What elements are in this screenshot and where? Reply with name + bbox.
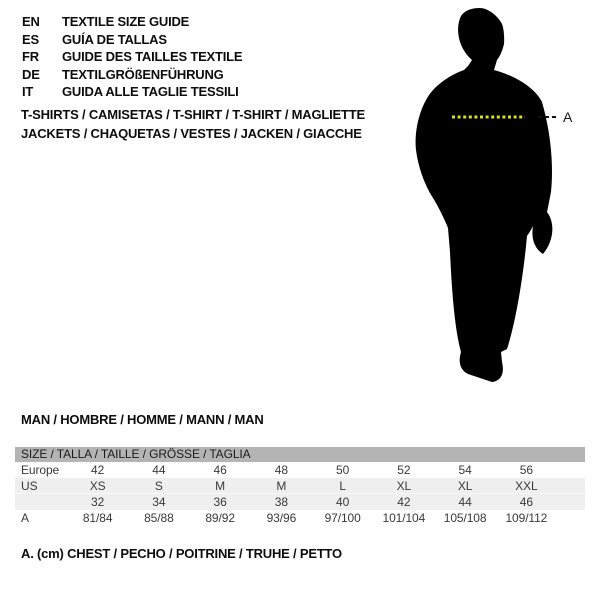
category-line-tshirts: T-SHIRTS / CAMISETAS / T-SHIRT / T-SHIRT / MAGLIETTE <box>21 107 365 122</box>
size-value-cell: 101/104 <box>382 511 426 525</box>
size-value-cell: 52 <box>397 463 411 477</box>
row-label: A <box>21 511 29 525</box>
guide-title: GUIDE DES TAILLES TEXTILE <box>62 49 243 64</box>
lang-code: IT <box>22 84 34 99</box>
man-silhouette-icon <box>412 6 582 394</box>
section-label-man: MAN / HOMBRE / HOMME / MANN / MAN <box>21 412 264 427</box>
row-values <box>67 494 585 510</box>
lang-code: FR <box>22 49 39 64</box>
size-value-cell: S <box>154 479 163 493</box>
size-value-cell: XL <box>457 479 473 493</box>
size-table <box>15 447 585 526</box>
row-values <box>67 462 585 478</box>
size-value-cell: XL <box>396 479 412 493</box>
size-value-cell: 56 <box>519 463 533 477</box>
table-row <box>15 478 585 494</box>
guide-title: GUÍA DE TALLAS <box>62 31 167 47</box>
size-value-cell: 46 <box>213 463 227 477</box>
guide-title: GUIDA ALLE TAGLIE TESSILI <box>62 84 239 99</box>
size-value-cell: 36 <box>213 495 227 509</box>
row-label <box>15 494 67 510</box>
size-value-cell: 32 <box>91 495 105 509</box>
size-value-cell: 42 <box>91 463 105 477</box>
lang-code: DE <box>22 66 40 82</box>
size-value-cell: 38 <box>274 495 288 509</box>
size-value-cell: 89/92 <box>205 511 235 525</box>
size-value-cell: XS <box>89 479 106 493</box>
row-label: US <box>21 479 38 493</box>
size-value-cell: M <box>276 479 287 493</box>
size-value-cell: 93/96 <box>266 511 297 525</box>
chest-footnote: A. (cm) CHEST / PECHO / POITRINE / TRUHE / PETTO <box>21 546 342 561</box>
size-value-cell: 34 <box>152 495 166 509</box>
row-label: Europe <box>21 463 60 477</box>
size-value-cell: 109/112 <box>505 511 548 525</box>
man-silhouette-figure <box>412 6 582 396</box>
size-table-body <box>15 462 585 526</box>
silhouette-shape <box>416 8 553 382</box>
measure-label-a: A <box>563 109 573 125</box>
size-value-cell: 81/84 <box>82 511 113 525</box>
size-value-cell: M <box>215 479 226 493</box>
garment-categories <box>21 105 365 143</box>
size-value-cell: 48 <box>274 463 288 477</box>
size-table-header: SIZE / TALLA / TAILLE / GRÖSSE / TAGLIA <box>15 447 585 462</box>
size-value-cell: 105/108 <box>443 511 487 525</box>
size-value-cell: 97/100 <box>324 511 361 525</box>
size-value-cell: 44 <box>458 495 472 509</box>
table-row <box>15 462 585 478</box>
size-value-cell: 50 <box>336 463 350 477</box>
lang-code: ES <box>22 31 39 47</box>
language-guide-list <box>22 13 242 101</box>
guide-title: TEXTILGRÖßENFÜHRUNG <box>62 66 224 82</box>
row-values <box>67 510 585 526</box>
size-value-cell: 40 <box>336 495 350 509</box>
size-value-cell: 42 <box>397 495 411 509</box>
category-line-jackets: JACKETS / CHAQUETAS / VESTES / JACKEN / GIACCHE <box>21 126 362 141</box>
size-value-cell: XXL <box>515 479 538 493</box>
lang-code: EN <box>22 14 40 29</box>
size-value-cell: 85/88 <box>144 511 174 525</box>
table-row <box>15 493 585 510</box>
row-values <box>67 478 585 494</box>
size-value-cell: 54 <box>458 463 472 477</box>
size-value-cell: 44 <box>152 463 166 477</box>
guide-title: TEXTILE SIZE GUIDE <box>62 14 190 29</box>
size-value-cell: 46 <box>519 495 533 509</box>
table-row <box>15 510 585 526</box>
size-value-cell: L <box>339 479 346 493</box>
